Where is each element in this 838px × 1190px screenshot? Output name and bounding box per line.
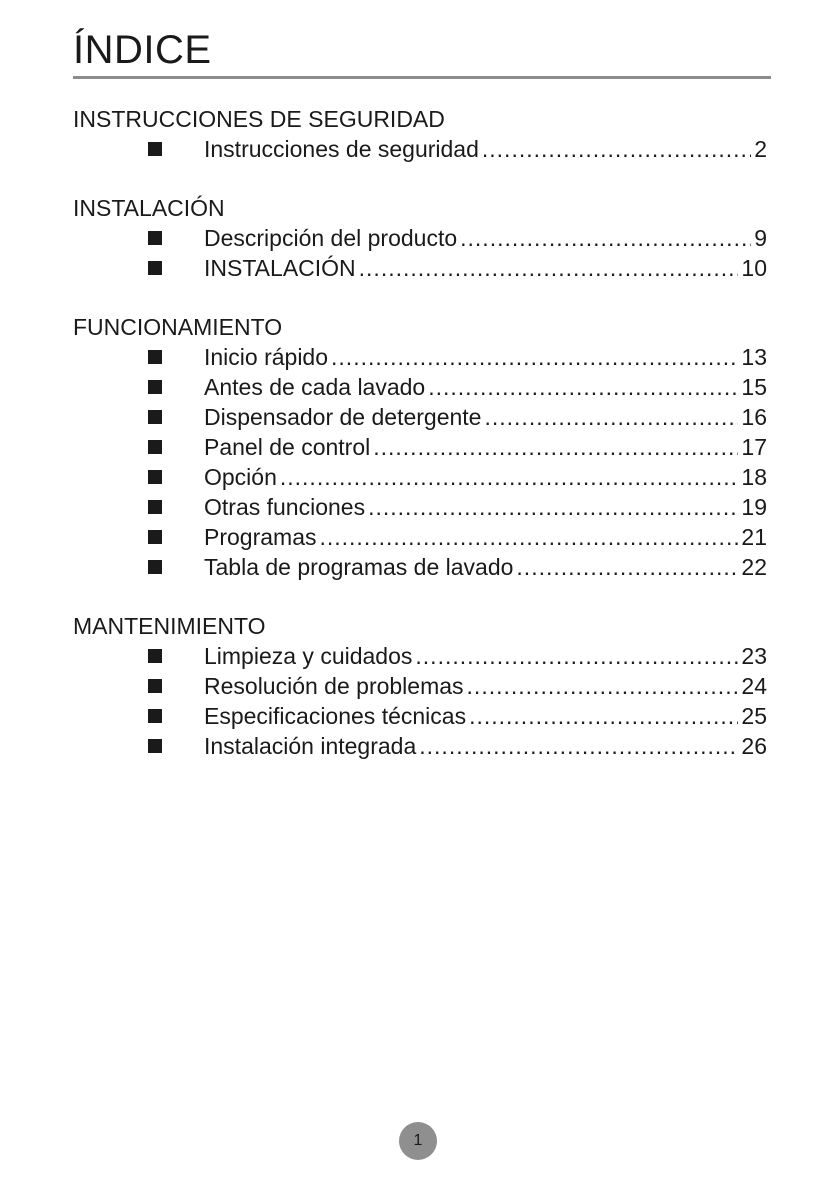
section-heading: INSTRUCCIONES DE SEGURIDAD [73, 106, 445, 132]
toc-entry-label: Especificaciones técnicas [204, 703, 467, 729]
toc-entry-label: Opción [204, 464, 277, 490]
dot-leader [331, 342, 738, 372]
toc-entry-page-number: 23 [741, 643, 767, 669]
dot-leader [460, 223, 751, 253]
toc-entry-label: INSTALACIÓN [204, 255, 356, 281]
dot-leader [419, 731, 738, 761]
toc-entry-label: Instrucciones de seguridad [204, 136, 479, 162]
dot-leader [415, 641, 738, 671]
toc-section [73, 193, 767, 283]
toc-entry-page-number: 21 [741, 524, 767, 550]
toc-entry-label: Descripción del producto [204, 225, 458, 251]
dot-leader [516, 552, 738, 582]
toc-entry[interactable] [73, 492, 767, 522]
toc-entry-label: Dispensador de detergente [204, 404, 482, 430]
toc-entry-page-number: 16 [741, 404, 767, 430]
toc-entry[interactable] [73, 552, 767, 582]
dot-leader [469, 701, 738, 731]
toc-entry[interactable] [73, 432, 767, 462]
title-divider [73, 76, 771, 79]
toc-section [73, 104, 767, 164]
page-title: ÍNDICE [73, 28, 212, 72]
toc-entry[interactable] [73, 731, 767, 761]
toc-entry-page-number: 10 [741, 255, 767, 281]
toc-entry-page-number: 17 [741, 434, 767, 460]
toc-section [73, 312, 767, 582]
toc-entry[interactable] [73, 701, 767, 731]
toc-entry-label: Inicio rápido [204, 344, 329, 370]
dot-leader [373, 432, 738, 462]
toc-entry-label: Panel de control [204, 434, 371, 460]
toc-entry-label: Tabla de programas de lavado [204, 554, 514, 580]
toc-entry-page-number: 18 [741, 464, 767, 490]
dot-leader [319, 522, 738, 552]
toc-entry-page-number: 24 [741, 673, 767, 699]
dot-leader [359, 253, 739, 283]
section-heading: MANTENIMIENTO [73, 613, 266, 639]
toc-entry[interactable] [73, 522, 767, 552]
toc-entry-page-number: 19 [741, 494, 767, 520]
section-heading: INSTALACIÓN [73, 195, 225, 221]
toc-section [73, 611, 767, 761]
table-of-contents [73, 104, 767, 790]
toc-entry-page-number: 25 [741, 703, 767, 729]
dot-leader [484, 402, 738, 432]
square-bullet-icon [148, 649, 162, 663]
dot-leader [482, 134, 751, 164]
toc-entry-label: Limpieza y cuidados [204, 643, 413, 669]
toc-entry[interactable] [73, 372, 767, 402]
square-bullet-icon [148, 410, 162, 424]
toc-entry-label: Resolución de problemas [204, 673, 464, 699]
toc-entry-page-number: 15 [741, 374, 767, 400]
square-bullet-icon [148, 231, 162, 245]
square-bullet-icon [148, 739, 162, 753]
toc-entry[interactable] [73, 462, 767, 492]
toc-entry[interactable] [73, 134, 767, 164]
section-heading: FUNCIONAMIENTO [73, 314, 283, 340]
square-bullet-icon [148, 560, 162, 574]
square-bullet-icon [148, 380, 162, 394]
toc-entry[interactable] [73, 253, 767, 283]
square-bullet-icon [148, 530, 162, 544]
dot-leader [368, 492, 738, 522]
dot-leader [467, 671, 739, 701]
toc-entry-label: Otras funciones [204, 494, 366, 520]
toc-entry-label: Antes de cada lavado [204, 374, 426, 400]
square-bullet-icon [148, 709, 162, 723]
toc-entry-page-number: 22 [741, 554, 767, 580]
toc-entry-page-number: 13 [741, 344, 767, 370]
dot-leader [280, 462, 739, 492]
toc-entry[interactable] [73, 641, 767, 671]
toc-entry-page-number: 2 [754, 136, 767, 162]
toc-entry-page-number: 26 [741, 733, 767, 759]
square-bullet-icon [148, 470, 162, 484]
square-bullet-icon [148, 679, 162, 693]
toc-entry-label: Instalación integrada [204, 733, 417, 759]
square-bullet-icon [148, 440, 162, 454]
square-bullet-icon [148, 261, 162, 275]
square-bullet-icon [148, 350, 162, 364]
square-bullet-icon [148, 500, 162, 514]
toc-entry-page-number: 9 [754, 225, 767, 251]
toc-entry[interactable] [73, 342, 767, 372]
square-bullet-icon [148, 142, 162, 156]
page-number-badge: 1 [399, 1122, 437, 1160]
toc-entry[interactable] [73, 671, 767, 701]
toc-entry[interactable] [73, 223, 767, 253]
dot-leader [428, 372, 738, 402]
toc-entry-label: Programas [204, 524, 317, 550]
toc-entry[interactable] [73, 402, 767, 432]
